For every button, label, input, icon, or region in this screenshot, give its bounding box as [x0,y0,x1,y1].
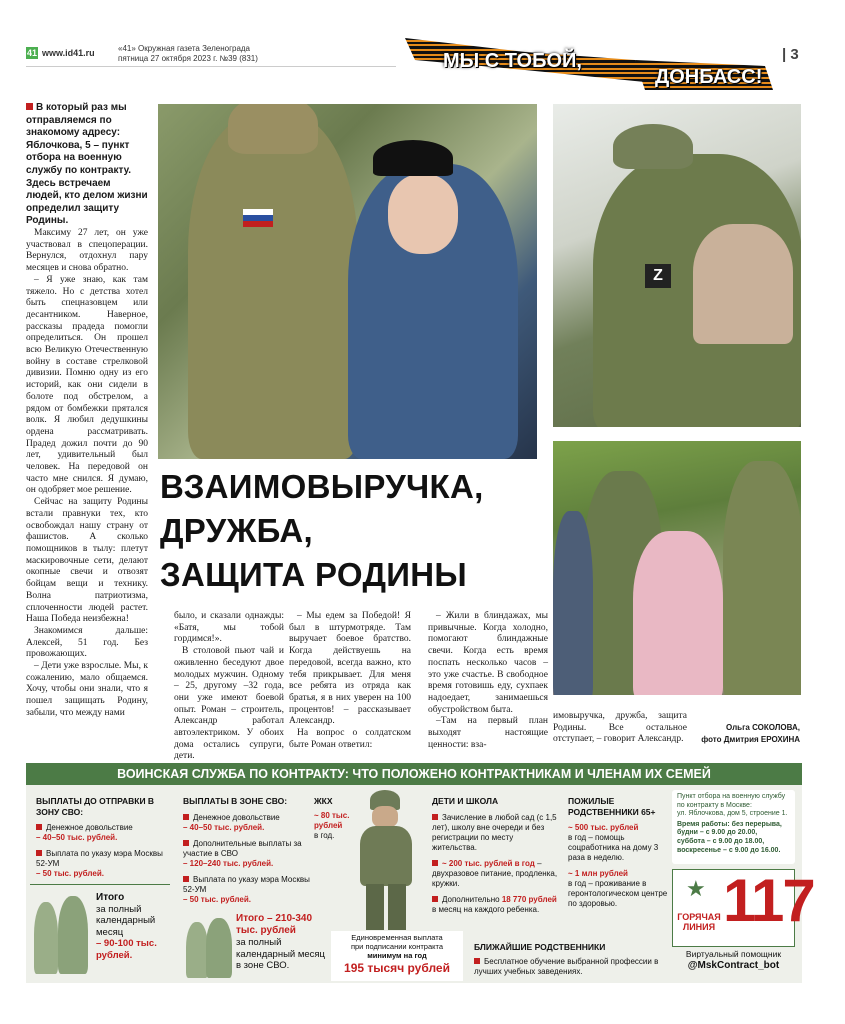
headline-line1: ВЗАИМОВЫРУЧКА, [160,468,484,505]
ribbon-text-line2: ДОНБАСС! [655,66,763,88]
flag-patch [243,209,273,227]
square-bullet-icon [432,814,438,820]
ribbon-text-line1: МЫ С ТОБОЙ, [443,50,582,72]
square-bullet-icon [432,860,438,866]
square-bullet-icon [36,824,42,830]
paragraph: Максиму 27 лет, он уже участвовал в спецоперации. Вернулся, отдохнул пару месяцев и снова обратно. [26,228,148,274]
paper-info-line2: пятница 27 октября 2023 г. №39 (831) [118,54,258,63]
soldier-figure [723,461,801,695]
article-intro-text: В который раз мы отправляемся по знакомому адресу: Яблочкова, 5 – пункт отбора на военную службу по контракту. Здесь встречаем людей, кто делом жизни определил защиту Родины. [26,102,148,227]
payments-before-block [36,796,166,879]
paragraph: На вопрос о солдатском быте Роман ответил: [289,728,411,750]
soldier-figure [188,114,358,459]
square-bullet-icon [183,876,189,882]
square-bullet-icon [183,814,189,820]
star-icon: ★ [686,876,706,901]
header-rule [26,66,396,67]
elderly-item: ~ 500 тыс. рублей в год – помощь соцработника на дому 3 раза в неделю. [568,823,659,862]
virtual-assistant: Виртуальный помощник @MskContract_bot [672,949,795,972]
page-number-value: 3 [790,46,799,63]
paragraph: В столовой пьют чай и оживленно беседуют двое молодых мужчин. Одному – 25, другому –32 года, они уже имеют боевой опыт. Роман – строитель, Александр работал автоэлектриком. У обоих дома остались супруги, дети. [174,646,284,762]
payments-zone-total: Итого – 210-340 тыс. рублей за полный календарный месяц в зоне СВО. [236,913,326,971]
kids-item: Дополнительно 18 770 рублей в месяц на каждого ребенка. [432,894,557,914]
elderly-block: ПОЖИЛЫЕ РОДСТВЕННИКИ 65+ ~ 500 тыс. рублей в год – помощь соцработника на дому 3 раза в неделю. ~ 1 млн рублей в год – проживание в геронтологическом центре по здоровью. [568,796,668,908]
payments-before-item: Выплата по указу мэра Москвы 52-УМ – 50 тыс. рублей. [36,849,163,878]
paper-info [118,44,288,64]
z-patch: Z [645,264,671,288]
kids-item: Зачисление в любой сад (с 1,5 лет), школу вне очереди и без регистрации по месту жительства. [432,812,557,852]
face-shape [388,174,458,254]
one-time-payment-box: Единовременная выплата при подписании контракта минимум на год 195 тысяч рублей [331,931,463,981]
article-credit [690,722,800,745]
woman-figure [693,224,793,344]
hotline-number: 117 [723,867,814,934]
article-headline [160,465,560,597]
payments-zone-item: Выплата по указу мэра Москвы 52-УМ – 50 тыс. рублей. [183,874,310,904]
infographic-title: ВОИНСКАЯ СЛУЖБА ПО КОНТРАКТУ: ЧТО ПОЛОЖЕНО КОНТРАКТНИКАМ И ЧЛЕНАМ ИХ СЕМЕЙ [26,763,802,785]
paper-info-line1: «41» Окружная газета Зеленограда [118,44,251,53]
paragraph: Знакомимся дальше: Алексей, 51 год. Без провожающих. [26,625,148,660]
article-column-2 [174,611,284,763]
paragraph: – Мы едем за Победой! Я был в штурмотряде. Там выручает боевое братство. Когда действуешь на передовой, всегда важно, кто тебя прикрывает. Для меня все ребята из отряда как братья, я в них уверен на 100 процентов! – рассказывает Александр. [289,611,411,727]
selection-point-info: Пункт отбора на военную службу по контракту в Москве: ул. Яблочкова, дом 5, строение 1. Время работы: без перерыва, будни – с 9.00 до 20.00, суббота – с 9.00 до 18.00, воскресенье – с 9.00 до 16.00. [672,790,795,864]
payments-before-item: Денежное довольствие – 40–50 тыс. рублей. [36,823,133,842]
divider [30,884,170,885]
square-bullet-icon [36,850,42,856]
elderly-item: ~ 1 млн рублей в год – проживание в геронтологическом центре по здоровью. [568,869,668,908]
square-bullet-icon [474,958,480,964]
photo-soldier-and-girl [158,104,537,459]
payments-before-total: Итого за полный календарный месяц – 90-100 тыс. рублей. [96,892,157,961]
square-bullet-icon [183,840,189,846]
credit-photographer: фото Дмитрия ЕРОХИНА [701,734,800,744]
cap-shape [228,104,318,154]
payments-zone-item: Дополнительные выплаты за участие в СВО – 120–240 тыс. рублей. [183,838,302,868]
soldier-figure-icon [352,790,422,930]
st-george-ribbon-banner [405,30,775,100]
soldier-silhouette-icon [58,896,88,974]
soldier-silhouette-icon [186,922,208,978]
article-column-4 [428,611,548,751]
kids-item: ~ 200 тыс. рублей в год – двухразовое питание, продленка, кружки. [432,858,558,888]
cap-shape [613,124,693,169]
paragraph: –Там на первый план выходят настоящие ценности: вза- [428,716,548,750]
photo-embrace [553,104,801,427]
hotline-117-box[interactable] [672,867,814,947]
square-bullet-icon [26,103,33,110]
soldier-silhouette-icon [34,902,58,974]
soldier-silhouette-icon [206,918,232,978]
paragraph: – Дети уже взрослые. Мы, к сожалению, мало общаемся. Хочу, чтобы они знали, что я пошел защищать Родину, забыли, что между нами [26,661,148,718]
headline-line3: ЗАЩИТА РОДИНЫ [160,556,468,593]
square-bullet-icon [432,896,438,902]
page-number: | 3 [782,46,799,63]
bot-handle-link[interactable]: @MskContract_bot [687,960,780,971]
paragraph: – Я уже знаю, как там тяжело. Но с детства хотел быть спецназовцем или десантником. Наверное, рассказы прадеда помогли определиться. Он прошел всю Великую Отечественную войну в составе стрелковой дивизии. Помню одну из его историй, как они сидели в болоте под обстрелом, а рядом от бомбежки прятался волк. Я любил дедушкины ордена рассматривать. Прадед дожил почти до 90 лет, удивительный был человек. На передовой он часто мне снился. Я думаю, он одобряет мое решение. [26,274,148,496]
article-column-3 [289,611,411,751]
site-url[interactable]: www.id41.ru [42,48,95,58]
relatives-block: БЛИЖАЙШИЕ РОДСТВЕННИКИ Бесплатное обучение выбранной профессии в лучших учебных заведениях. [474,942,659,976]
girl-figure [633,531,723,695]
photo-group [553,441,801,695]
article-column-5 [553,711,687,746]
kids-school-block: ДЕТИ И ШКОЛА Зачисление в любой сад (с 1,5 лет), школу вне очереди и без регистрации по месту жительства. ~ 200 тыс. рублей в год – двухразовое питание, продленка, кружки. Дополнительно 18 770 рублей в месяц на каждого ребенка. [432,796,560,915]
payments-zone-item: Денежное довольствие – 40–50 тыс. рублей. [183,812,280,832]
article-intro [26,102,148,228]
payments-zone-heading: ВЫПЛАТЫ В ЗОНЕ СВО: [183,796,288,806]
black-cap-shape [373,140,453,176]
payments-before-heading: ВЫПЛАТЫ ДО ОТПРАВКИ В ЗОНУ СВО: [36,796,155,817]
article-column-1 [26,228,148,720]
headline-line2: ДРУЖБА, [160,512,314,549]
newspaper-logo-icon: 41 [26,48,37,58]
paragraph: – Жили в блиндажах, мы привычные. Когда холодно, помогают блиндажные свечи. Когда есть время поспать несколько часов – это уже счастье. В свободное время готовишь еду, сухпаек надоедает, занимаешься обустройством быта. [428,611,548,715]
hotline-label: ГОРЯЧАЯ ЛИНИЯ [677,912,721,932]
housing-block: ЖКХ ~ 80 тыс. рублей в год. [314,796,350,840]
payments-zone-block [183,796,323,905]
paragraph: было, и сказали однажды: «Батя, мы тобой гордимся!». [174,611,284,645]
paragraph: Сейчас на защиту Родины встали правнуки тех, кто освобождал нашу страну от фашистов. А сколько помощников в тылу: плетут маскировочные сети, делают окопные свечи и отвозят бойцам вещи и технику. Волна патриотизма, сплоченности людей растет. Наша Победа неизбежна! [26,497,148,625]
credit-author: Ольга СОКОЛОВА, [725,723,800,732]
paragraph: имовыручка, дружба, защита Родины. Все остальное отступает, – говорит Александр. [553,711,687,745]
